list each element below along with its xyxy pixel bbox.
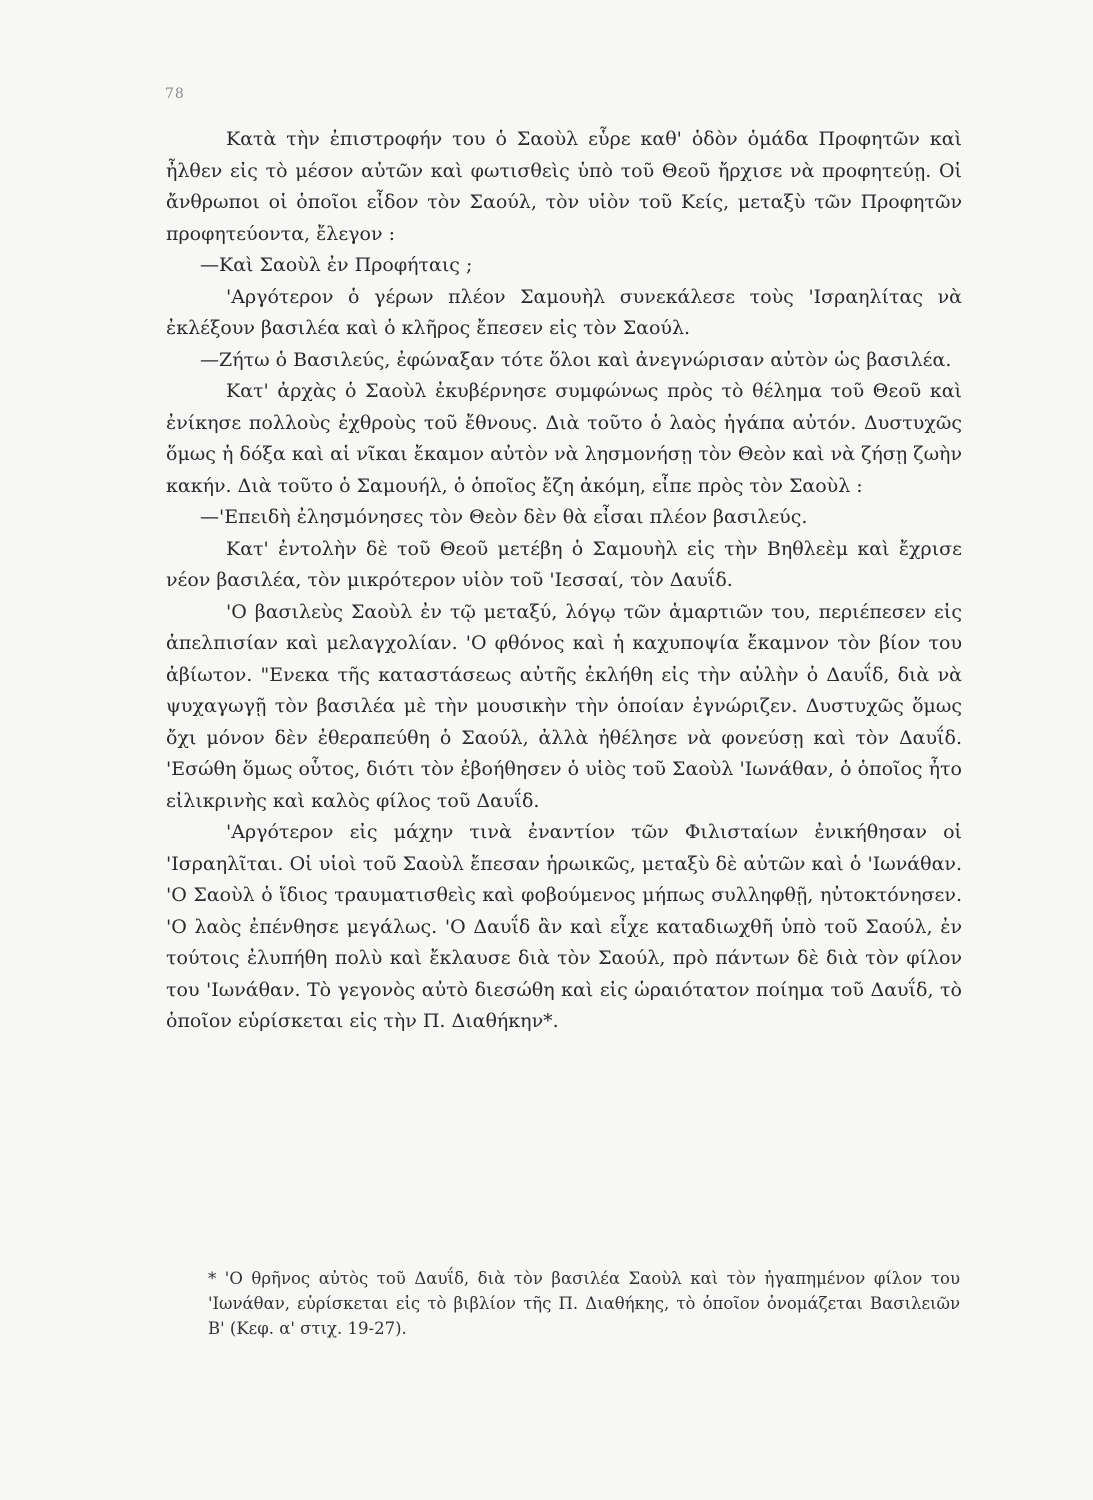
paragraph: Κατ' ἐντολὴν δὲ τοῦ Θεοῦ μετέβη ὁ Σαμουὴλ εἰς τὴν Βηθλεὲμ καὶ ἔχρισε νέον βασιλέα, τὸν μικρότερον υἱὸν τοῦ 'Ιεσσαί, τὸν Δαυΐδ.: [166, 537, 962, 591]
dialogue-line: —Ζήτω ὁ Βασιλεύς, ἐφώναξαν τότε ὅλοι καὶ ἀνεγνώρισαν αὐτὸν ὡς βασιλέα.: [200, 348, 952, 371]
paragraph: 'Ο βασιλεὺς Σαοὺλ ἐν τῷ μεταξύ, λόγῳ τῶν ἁμαρτιῶν του, περιέπεσεν εἰς ἀπελπισίαν καὶ μελαγχολίαν. 'Ο φθόνος καὶ ἡ καχυποψία ἔκαμνον τὸν βίον του ἀβίωτον. "Ενεκα τῆς καταστάσεως αὐτῆς ἐκλήθη εἰς τὴν αὐλὴν ὁ Δαυΐδ, διὰ νὰ ψυχαγωγῇ τὸν βασιλέα μὲ τὴν μουσικὴν τὴν ὁποίαν ἐγνώριζεν. Δυστυχῶς ὅμως ὄχι μόνον δὲν ἐθεραπεύθη ὁ Σαούλ, ἀλλὰ ἠθέλησε νὰ φονεύσῃ καὶ τὸν Δαυΐδ. 'Εσώθη ὅμως οὗτος, διότι τὸν ἐβοήθησεν ὁ υἱὸς τοῦ Σαοὺλ 'Ιωνάθαν, ὁ ὁποῖος ἦτο εἰλικρινὴς καὶ καλὸς φίλος τοῦ Δαυΐδ.: [166, 600, 962, 812]
paragraph: 'Αργότερον ὁ γέρων πλέον Σαμουὴλ συνεκάλεσε τοὺς 'Ισραηλίτας νὰ ἐκλέξουν βασιλέα καὶ ὁ κλῆρος ἔπεσεν εἰς τὸν Σαούλ.: [166, 285, 962, 339]
dialogue-line: —Καὶ Σαοὺλ ἐν Προφήταις ;: [200, 254, 473, 276]
paragraph: Κατὰ τὴν ἐπιστροφήν του ὁ Σαοὺλ εὗρε καθ' ὁδὸν ὁμάδα Προφητῶν καὶ ἦλθεν εἰς τὸ μέσον αὐτῶν καὶ φωτισθεὶς ὑπὸ τοῦ Θεοῦ ἤρχισε νὰ προφητεύῃ. Οἱ ἄνθρωποι οἱ ὁποῖοι εἶδον τὸν Σαούλ, τὸν υἱὸν τοῦ Κείς, μεταξὺ τῶν Προφητῶν προφητεύοντα, ἔλεγον :: [166, 128, 962, 245]
dialogue-line: —'Επειδὴ ἐλησμόνησες τὸν Θεὸν δὲν θὰ εἶσαι πλέον βασιλεύς.: [200, 506, 808, 528]
page-number: 78: [165, 86, 185, 102]
paragraph: Κατ' ἀρχὰς ὁ Σαοὺλ ἐκυβέρνησε συμφώνως πρὸς τὸ θέλημα τοῦ Θεοῦ καὶ ἐνίκησε πολλοὺς ἐχθροὺς τοῦ ἔθνους. Διὰ τοῦτο ὁ λαὸς ἠγάπα αὐτόν. Δυστυχῶς ὅμως ἡ δόξα καὶ αἱ νῖκαι ἔκαμον αὐτὸν νὰ λησμονήσῃ τὸν Θεὸν καὶ νὰ ζήσῃ ζωὴν κακήν. Διὰ τοῦτο ὁ Σαμουήλ, ὁ ὁποῖος ἔζη ἀκόμη, εἶπε πρὸς τὸν Σαοὺλ :: [166, 380, 962, 497]
paragraph: 'Αργότερον εἰς μάχην τινὰ ἐναντίον τῶν Φιλισταίων ἐνικήθησαν οἱ 'Ισραηλῖται. Οἱ υἱοὶ τοῦ Σαοὺλ ἔπεσαν ἡρωικῶς, μεταξὺ δὲ αὐτῶν καὶ ὁ 'Ιωνάθαν. 'Ο Σαοὺλ ὁ ἴδιος τραυματισθεὶς καὶ φοβούμενος μήπως συλληφθῇ, ηὐτοκτόνησεν. 'Ο λαὸς ἐπένθησε μεγάλως. 'Ο Δαυΐδ ἂν καὶ εἶχε καταδιωχθῆ ὑπὸ τοῦ Σαούλ, ἐν τούτοις ἐλυπήθη πολὺ καὶ ἔκλαυσε διὰ τὸν Σαούλ, πρὸ πάντων δὲ διὰ τὸν φίλον του 'Ιωνάθαν. Τὸ γεγονὸς αὐτὸ διεσώθη καὶ εἰς ὡραιότατον ποίημα τοῦ Δαυΐδ, τὸ ὁποῖον εὑρίσκεται εἰς τὴν Π. Διαθήκην*.: [166, 821, 962, 1032]
main-text: [166, 124, 962, 1038]
footnote: [208, 1266, 960, 1341]
footnote-text: * 'Ο θρῆνος αὐτὸς τοῦ Δαυΐδ, διὰ τὸν βασιλέα Σαοὺλ καὶ τὸν ἠγαπημένον φίλον του 'Ιωνάθαν, εὑρίσκεται εἰς τὸ βιβλίον τῆς Π. Διαθήκης, τὸ ὁποῖον ὀνομάζεται Βασιλειῶν Β' (Κεφ. α' στιχ. 19-27).: [208, 1269, 960, 1338]
